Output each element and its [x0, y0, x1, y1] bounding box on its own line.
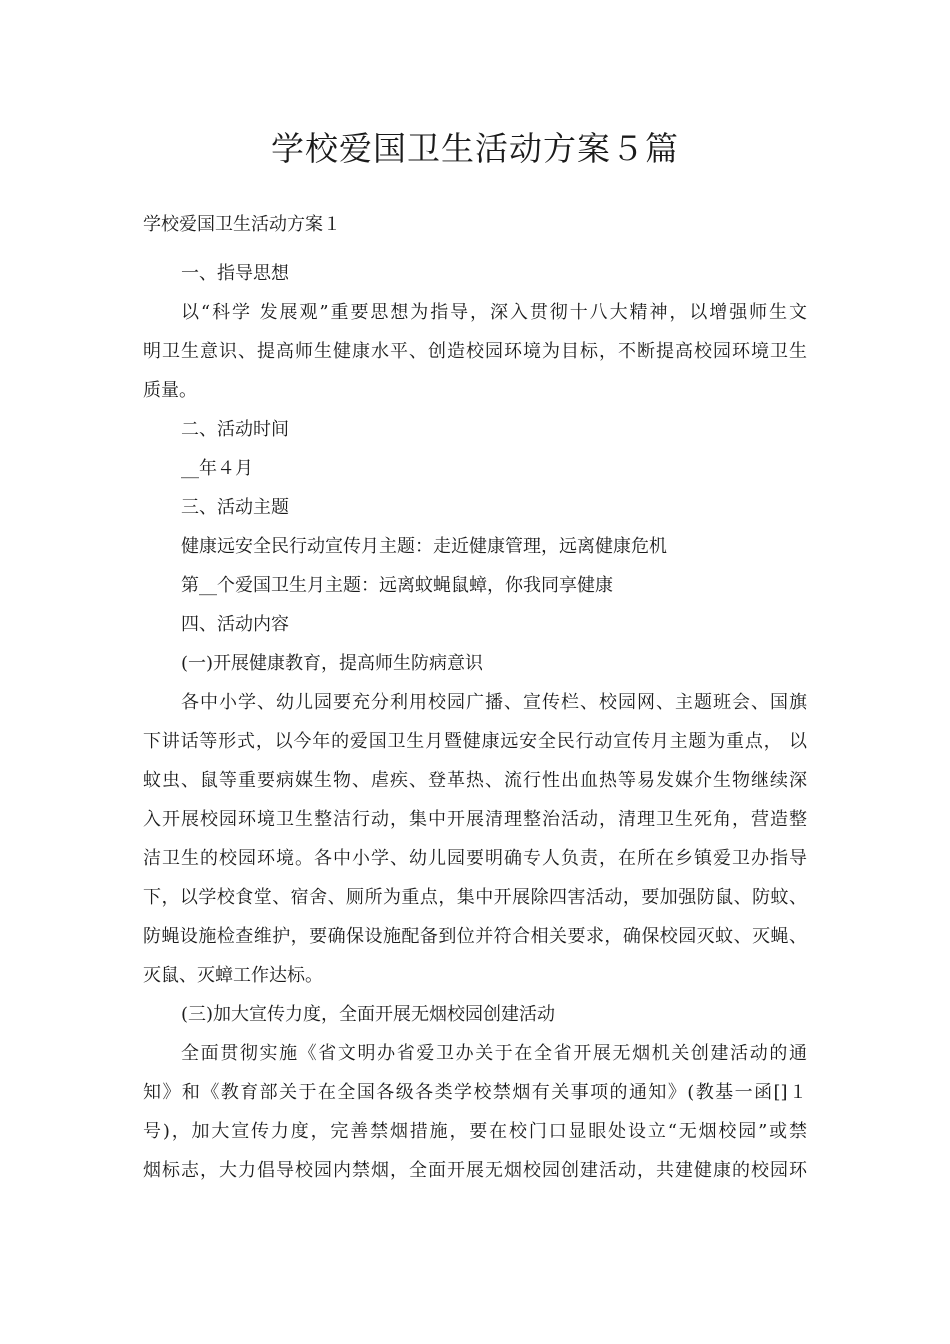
subheading-publicity: (三)加大宣传力度，全面开展无烟校园创建活动 [181, 1004, 556, 1025]
paragraph-line: 第__个爱国卫生月主题：远离蚊蝇鼠蟑，你我同享健康 [181, 575, 613, 596]
paragraph-line: 烟标志，大力倡导校园内禁烟，全面开展无烟校园创建活动，共建健康的校园环 [143, 1160, 807, 1181]
paragraph-line: 下，以学校食堂、宿舍、厕所为重点，集中开展除四害活动，要加强防鼠、防蚊、 [143, 887, 807, 908]
heading-activity-time: 二、活动时间 [181, 419, 289, 440]
subheading-health-education: (一)开展健康教育，提高师生防病意识 [181, 653, 484, 674]
paragraph-line: 入开展校园环境卫生整洁行动，集中开展清理整治活动，清理卫生死角，营造整 [143, 809, 807, 830]
paragraph-line: 灭鼠、灭蟑工作达标。 [143, 965, 323, 986]
paragraph-line: 洁卫生的校园环境。各中小学、幼儿园要明确专人负责，在所在乡镇爱卫办指导 [143, 848, 807, 869]
paragraph-line: 防蝇设施检查维护，要确保设施配备到位并符合相关要求，确保校园灭蚊、灭蝇、 [143, 926, 807, 947]
paragraph-line: 健康远安全民行动宣传月主题：走近健康管理，远离健康危机 [181, 536, 667, 557]
heading-activity-theme: 三、活动主题 [181, 497, 289, 518]
paragraph-line: 号)，加大宣传力度，完善禁烟措施，要在校门口显眼处设立“无烟校园”或禁 [143, 1121, 807, 1142]
paragraph-line: __年４月 [181, 458, 253, 479]
heading-guiding-ideology: 一、指导思想 [181, 263, 289, 284]
paragraph-line: 全面贯彻实施《省文明办省爱卫办关于在全省开展无烟机关创建活动的通 [181, 1043, 807, 1064]
document-title: 学校爱国卫生活动方案５篇 [271, 129, 679, 168]
section-subtitle: 学校爱国卫生活动方案１ [143, 214, 341, 235]
paragraph-line: 蚊虫、鼠等重要病媒生物、虐疾、登革热、流行性出血热等易发媒介生物继续深 [143, 770, 807, 791]
paragraph-line: 明卫生意识、提高师生健康水平、创造校园环境为目标，不断提高校园环境卫生 [143, 341, 807, 362]
heading-activity-content: 四、活动内容 [181, 614, 289, 635]
paragraph-line: 以“科学 发展观”重要思想为指导，深入贯彻十八大精神，以增强师生文 [181, 302, 807, 323]
paragraph-line: 质量。 [143, 380, 197, 401]
paragraph-line: 知》和《教育部关于在全国各级各类学校禁烟有关事项的通知》(教基一函[]１ [143, 1082, 807, 1103]
paragraph-line: 各中小学、幼儿园要充分利用校园广播、宣传栏、校园网、主题班会、国旗 [181, 692, 807, 713]
paragraph-line: 下讲话等形式，以今年的爱国卫生月暨健康远安全民行动宣传月主题为重点， 以 [143, 731, 807, 752]
